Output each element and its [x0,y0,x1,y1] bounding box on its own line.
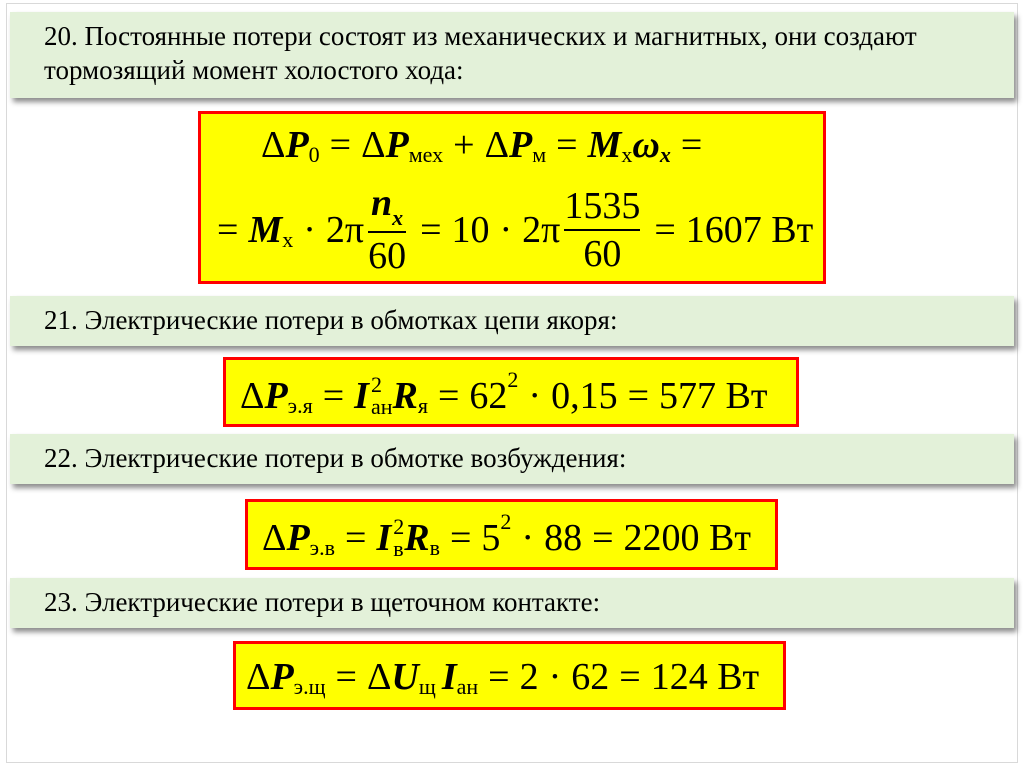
formula-excitation: Δ P э.в = I 2 в R в = 5 2 · 88 = 2200 Вт [262,509,751,561]
item-20-text: 20. Постоянные потери состоят из механических и магнитных, они создают тормозящий момент холостого хода: [44,21,917,85]
formula-line-2: = M х · 2π $\frac{n_x}{60}$ = 10 · 2π $\frac{1535}{60}$ = 1607 Вт [217,182,814,277]
item-23-text: 23. Электрические потери в щеточном контакте: [44,587,601,617]
text-box-item-21 [10,296,1014,346]
formula-box-constant-losses [198,111,826,284]
formula-box-brush-losses [233,641,786,710]
formula-armature: Δ P э.я = I 2 ан R я = 62 2 · 0,15 = 577 Вт [240,367,768,419]
formula-box-armature-losses [223,357,799,427]
text-box-item-20 [10,12,1014,98]
formula-brush: Δ P э.щ = Δ U щ I ан = 2 · 62 = 124 Вт [246,656,760,699]
item-21-text: 21. Электрические потери в обмотках цепи якоря: [44,305,618,335]
text-box-item-22 [10,434,1014,484]
fraction-1535-over-60: $\frac{1535}{60}$ [564,184,641,275]
text-box-item-23 [10,578,1014,628]
fraction-nx-over-60: $\frac{n_x}{60}$ [368,182,407,277]
item-22-text: 22. Электрические потери в обмотке возбуждения: [44,443,627,473]
formula-box-excitation-losses [245,499,778,570]
formula-line-1: Δ P 0 = Δ P мех + Δ P м = M х ω x = [261,124,703,167]
